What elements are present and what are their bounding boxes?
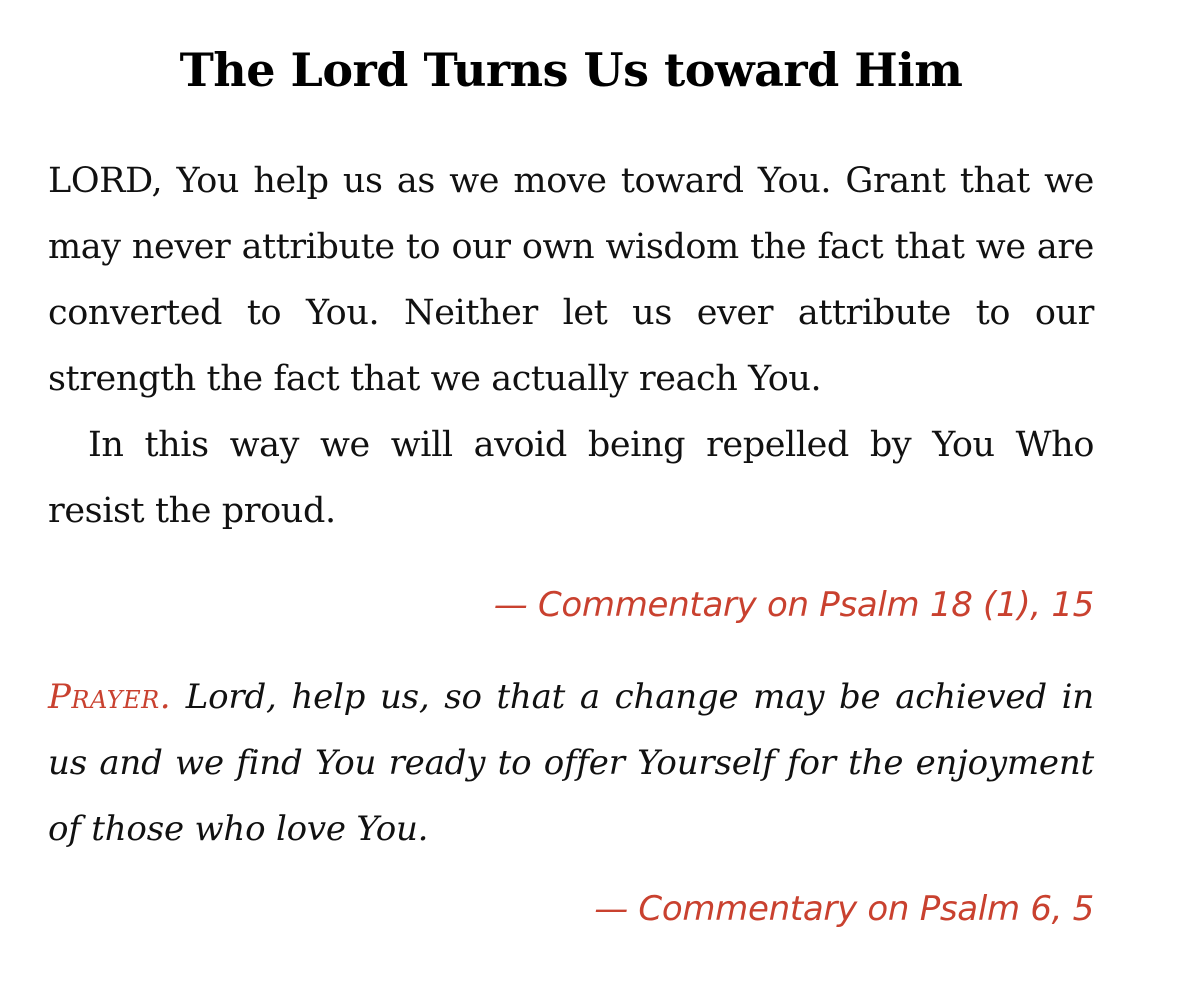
citation-psalm-6: — Commentary on Psalm 6, 5 [594,889,1094,929]
prayer-label: Prayer. [48,677,172,717]
body-paragraph-2: In this way we will avoid being repelled by You Who resist the proud. [48,425,1094,531]
body-paragraph-1: LORD, You help us as we move toward You. Grant that we may never attribute to our own wisdom the fact that we are converted to You. Neither let us ever attribute to our strength the fact that we actually reach You. [48,161,1094,399]
reading-page [48,0,1094,934]
prayer-paragraph [48,664,1094,862]
citation-psalm-18: — Commentary on Psalm 18 (1), 15 [493,585,1094,625]
page-title: The Lord Turns Us toward Him [179,43,963,97]
prayer-text: Lord, help us, so that a change may be achieved in us and we find You ready to offer Yourself for the enjoyment of those who love You. [48,677,1094,849]
